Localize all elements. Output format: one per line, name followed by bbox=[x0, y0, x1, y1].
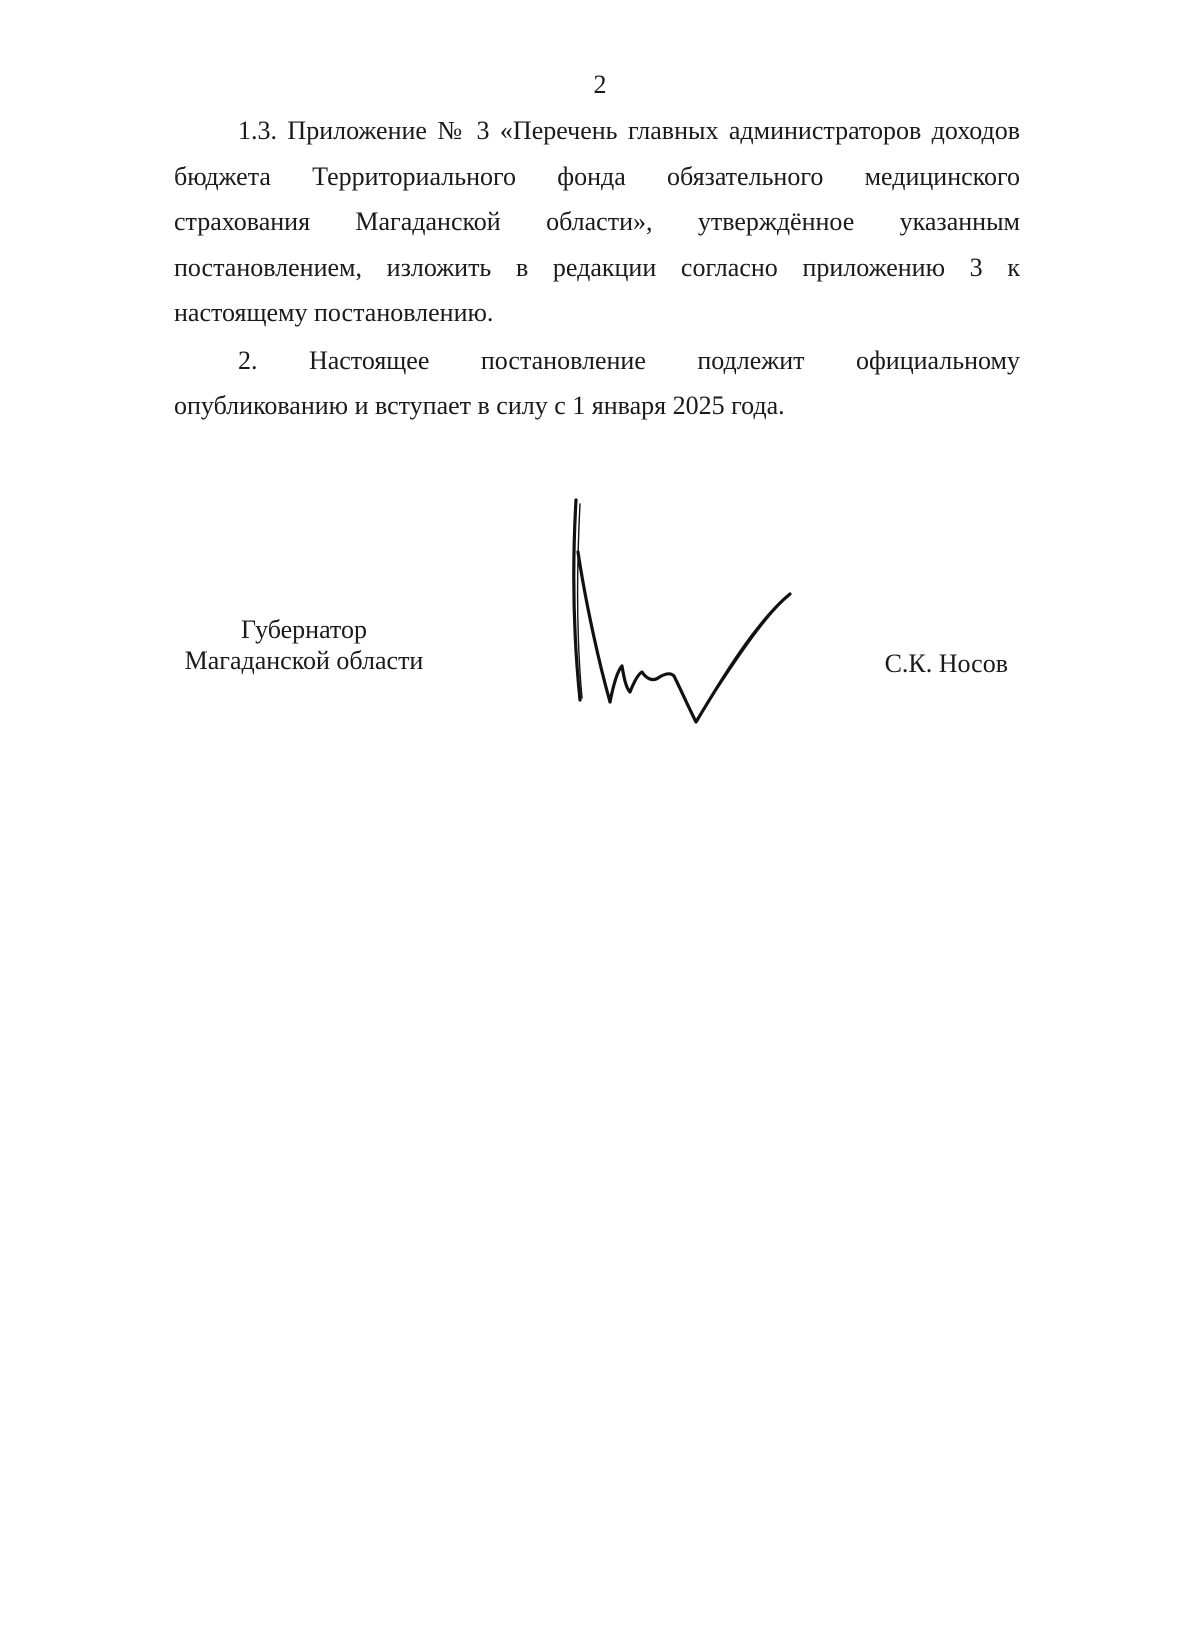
document-body bbox=[174, 108, 1020, 429]
page-number: 2 bbox=[593, 70, 607, 99]
handwritten-signature-icon bbox=[560, 492, 820, 732]
signatory-position bbox=[174, 614, 434, 676]
signatory-name: С.К. Носов bbox=[884, 649, 1008, 678]
signatory-position-line-2: Магаданской области bbox=[184, 646, 424, 675]
paragraph-2: 2. Настоящее постановление подлежит официальному опубликованию и вступает в силу с 1 января 2025 года. bbox=[174, 345, 1020, 420]
paragraph-1-3: 1.3. Приложение № 3 «Перечень главных администраторов доходов бюджета Территориального фонда обязательного медицинского страхования Магаданской области», утверждённое указанным постановлением, изложить в редакции согласно приложению 3 к настоящему постановлению. bbox=[174, 116, 1020, 327]
signatory-position-line-1: Губернатор bbox=[241, 615, 367, 644]
